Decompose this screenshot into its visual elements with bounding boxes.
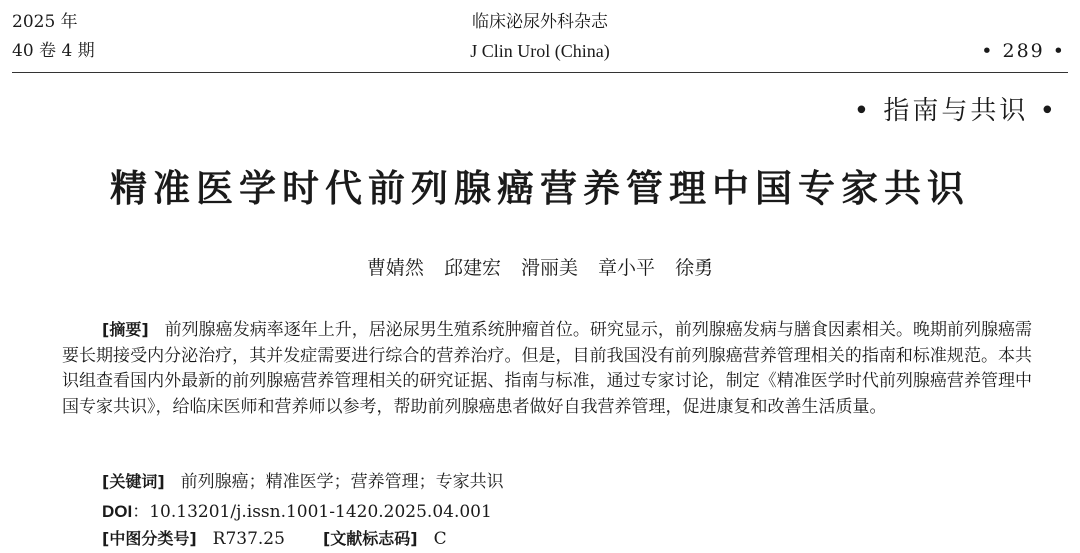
- journal-name-chinese: 临床泌尿外科杂志: [472, 12, 608, 32]
- page-number: • 289 •: [981, 40, 1066, 62]
- keywords-text: 前列腺癌；精准医学；营养管理；专家共识: [180, 472, 504, 492]
- abstract-paragraph: [62, 317, 1032, 420]
- abstract-text: 前列腺癌发病率逐年上升，居泌尿男生殖系统肿瘤首位。研究显示，前列腺癌发病与膳食因素相关。晚期前列腺癌需要长期接受内分泌治疗，其并发症需要进行综合的营养治疗。但是，目前我国没有前列腺癌营养管理相关的指南和标准规范。本共识组查看国内外最新的前列腺癌营养管理相关的研究证据、指南与标准，通过专家讨论，制定《精准医学时代前列腺癌营养管理中国专家共识》，给临床医师和营养师以参考，帮助前列腺癌患者做好自我营养管理，促进康复和改善生活质量。: [62, 320, 1032, 417]
- doi-label: DOI: [102, 502, 133, 521]
- running-header-center: [0, 8, 1080, 66]
- clc-value: R737.25: [212, 529, 285, 549]
- classification-line: [102, 526, 447, 549]
- section-label: • 指南与共识 •: [853, 96, 1058, 126]
- journal-name-english: J Clin Urol (China): [470, 41, 610, 61]
- doi-line: [102, 497, 492, 522]
- clc-label: [中图分类号]: [102, 529, 197, 548]
- keywords-line: [102, 467, 504, 492]
- author-list: 曹婧然 邱建宏 滑丽美 章小平 徐勇: [366, 257, 714, 279]
- doc-code-label: [文献标志码]: [322, 529, 418, 548]
- header-divider: [12, 72, 1068, 73]
- journal-volume-issue: 40 卷 4 期: [12, 41, 95, 61]
- journal-year: 2025 年: [12, 12, 78, 32]
- article-title: 精准医学时代前列腺癌营养管理中国专家共识: [110, 167, 970, 210]
- abstract-label: [摘要]: [102, 320, 149, 339]
- doi-value: ：10.13201/j.issn.1001-1420.2025.04.001: [132, 502, 492, 522]
- keywords-label: [关键词]: [102, 472, 165, 491]
- doc-code-value: C: [433, 529, 447, 549]
